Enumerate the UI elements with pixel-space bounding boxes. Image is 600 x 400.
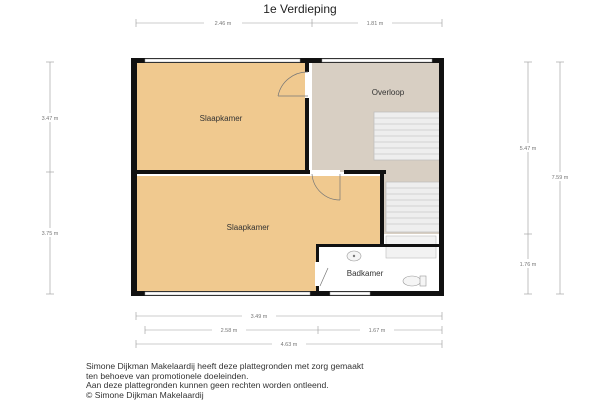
dim-top-right: 1.81 m xyxy=(366,21,384,27)
disclaimer-line-1: Simone Dijkman Makelaardij heeft deze plattegronden met zorg gemaakt xyxy=(86,361,364,371)
room-label-slaapkamer-1: Slaapkamer xyxy=(199,114,243,123)
dim-bottom-total: 4.63 m xyxy=(280,342,298,348)
room-label-badkamer: Badkamer xyxy=(346,269,384,278)
top-dimensions xyxy=(136,19,442,27)
room-label-slaapkamer-2: Slaapkamer xyxy=(226,223,270,232)
disclaimer-line-3: Aan deze plattegronden kunnen geen rechten worden ontleend. xyxy=(86,380,329,391)
disclaimer xyxy=(86,362,556,400)
dim-right-total: 7.59 m xyxy=(551,175,569,181)
copyright: © Simone Dijkman Makelaardij xyxy=(86,389,204,400)
dim-right-lower: 1.76 m xyxy=(519,262,537,268)
dim-top-left: 2.46 m xyxy=(214,21,232,27)
dim-right-upper: 5.47 m xyxy=(519,146,537,152)
dim-left-upper: 3.47 m xyxy=(41,116,59,122)
dim-bottom-b-left: 2.58 m xyxy=(220,328,238,334)
room-label-overloop: Overloop xyxy=(371,88,405,97)
dim-left-lower: 3.75 m xyxy=(41,231,59,237)
floor-title: 1e Verdieping xyxy=(263,2,337,16)
dim-bottom-a: 3.49 m xyxy=(250,314,268,320)
dim-bottom-b-right: 1.67 m xyxy=(368,328,386,334)
left-dimensions xyxy=(46,62,54,294)
disclaimer-line-2: ten behoeve van promotionele doeleinden. xyxy=(86,370,249,381)
